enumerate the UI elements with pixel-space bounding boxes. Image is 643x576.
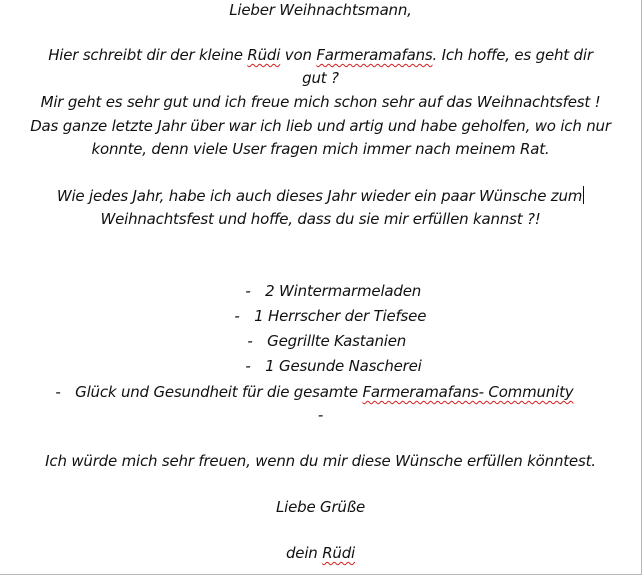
paragraph1-line3: Mir geht es sehr gut und ich freue mich schon sehr auf das Weihnachtsfest ! [40,93,601,111]
list-dash: - [247,332,253,350]
regards-line: Liebe Grüße [275,498,366,516]
wishlist-item-text: Glück und Gesundheit für die gesamte [75,383,363,401]
signature-line [0,543,641,563]
signature-prefix: dein [285,544,323,562]
paragraph2-line1-text: Wie jedes Jahr, habe ich auch dieses Jahr wieder ein paar Wünsche zum [56,187,583,205]
paragraph1-line4: Das ganze letzte Jahr über war ich lieb und artig und habe geholfen, wo ich nur [30,117,611,135]
paragraph1-line1 [0,45,641,65]
list-dash: - [55,383,61,401]
spellcheck-word-rudi[interactable]: Rüdi [247,46,281,64]
wishlist-item [242,331,602,351]
paragraph1-line1-text-b: von [280,46,317,64]
list-dash: - [234,307,240,325]
wishlist-item-text: 1 Gesunde Nascherei [265,357,422,375]
paragraph1-line1-text-a: Hier schreibt dir der kleine [48,46,248,64]
spellcheck-word-community[interactable]: Farmeramafans- Community [362,383,574,401]
trailing-dash: - [317,406,324,424]
paragraph2-line1 [0,186,641,206]
spellcheck-word-farmeramafans[interactable]: Farmeramafans [316,46,433,64]
list-dash: - [245,282,251,300]
text-cursor [583,186,584,204]
closing-sentence: Ich würde mich sehr freuen, wenn du mir diese Wünsche erfüllen könntest. [45,452,596,470]
wishlist-item [240,281,600,301]
paragraph1-line1-text-c: . Ich hoffe, es geht dir [432,46,593,64]
wishlist-item [50,382,630,402]
paragraph1-line5: konnte, denn viele User fragen mich immer nach meinem Rat. [91,140,550,158]
wishlist-item-text: 2 Wintermarmeladen [265,282,422,300]
list-dash: - [245,357,251,375]
greeting-line: Lieber Weihnachtsmann, [229,1,412,19]
paragraph2-line2: Weihnachtsfest und hoffe, dass du sie mir erfüllen kannst ?! [100,210,541,228]
wishlist-item [229,306,609,326]
wishlist-item-text: 1 Herrscher der Tiefsee [254,307,427,325]
wishlist-item [240,356,600,376]
spellcheck-word-signature[interactable]: Rüdi [322,544,356,562]
wishlist-item-text: Gegrillte Kastanien [267,332,407,350]
paragraph1-line2: gut ? [302,69,339,87]
